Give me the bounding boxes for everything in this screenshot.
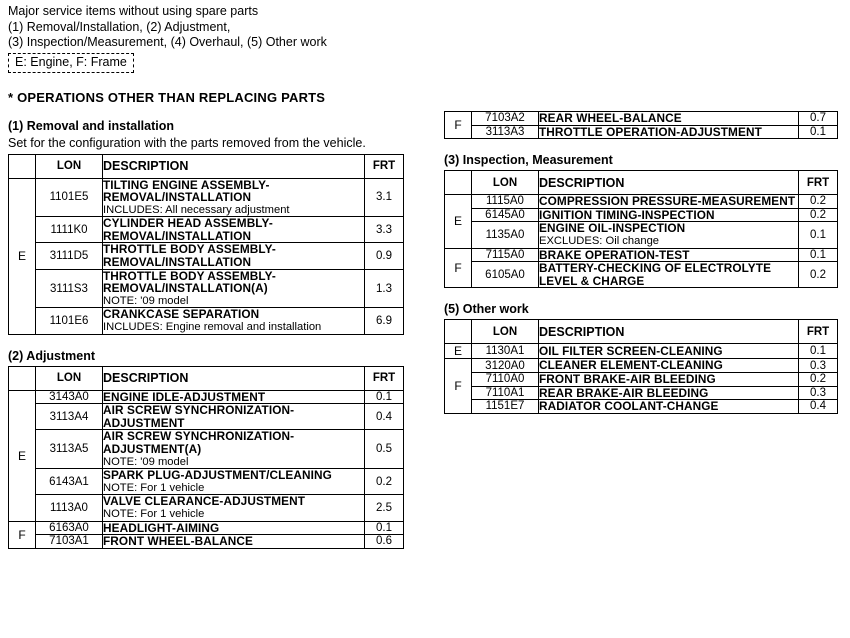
lon-cell: 3111S3 <box>36 269 103 308</box>
group-cell: F <box>9 521 36 548</box>
left-column <box>8 4 428 549</box>
description-main: THROTTLE BODY ASSEMBLY-REMOVAL/INSTALLATION(A) <box>103 268 276 296</box>
frt-cell: 0.2 <box>365 469 404 495</box>
table-row <box>445 386 838 400</box>
lon-cell: 1111K0 <box>36 217 103 243</box>
section-heading-inspection: (3) Inspection, Measurement <box>444 153 613 168</box>
lon-cell: 7110A0 <box>472 372 539 386</box>
lon-cell: 1151E7 <box>472 400 539 414</box>
table-row <box>445 195 838 209</box>
lon-cell: 1101E6 <box>36 308 103 334</box>
column-header-lon: LON <box>472 171 539 195</box>
lon-cell: 6105A0 <box>472 262 539 288</box>
lon-cell: 3143A0 <box>36 390 103 404</box>
description-main: COMPRESSION PRESSURE-MEASUREMENT <box>539 194 796 209</box>
description-main: BATTERY-CHECKING OF ELECTROLYTE LEVEL & CHARGE <box>539 261 772 288</box>
description-main: VALVE CLEARANCE-ADJUSTMENT <box>103 494 306 509</box>
column-header-group <box>445 171 472 195</box>
description-cell <box>539 222 799 248</box>
description-cell <box>103 521 365 535</box>
description-main: AIR SCREW SYNCHRONIZATION-ADJUSTMENT <box>103 403 295 430</box>
description-cell <box>539 125 799 139</box>
lon-cell: 3111D5 <box>36 243 103 269</box>
column-header-frt: FRT <box>365 366 404 390</box>
table-row <box>445 208 838 222</box>
table-body-other-work <box>445 344 838 413</box>
column-header-lon: LON <box>36 366 103 390</box>
table-row <box>9 469 404 495</box>
right-column <box>444 111 842 414</box>
description-cell <box>539 372 799 386</box>
description-note: NOTE: For 1 vehicle <box>103 481 205 494</box>
table-row <box>445 400 838 414</box>
table-row <box>9 269 404 308</box>
description-main: RADIATOR COOLANT-CHANGE <box>539 399 719 414</box>
frt-cell: 0.3 <box>799 359 838 373</box>
lon-cell: 1101E5 <box>36 178 103 217</box>
table-body-adjustment <box>9 390 404 548</box>
description-cell <box>103 217 365 243</box>
description-main: CRANKCASE SEPARATION <box>103 307 260 322</box>
column-header-frt: FRT <box>799 171 838 195</box>
description-note: INCLUDES: Engine removal and installation <box>103 321 322 334</box>
description-cell <box>539 208 799 222</box>
description-cell <box>103 430 365 469</box>
description-cell <box>103 535 365 549</box>
description-cell <box>539 400 799 414</box>
description-cell <box>539 344 799 359</box>
intro-line-3: (3) Inspection/Measurement, (4) Overhaul, (5) Other work <box>8 35 327 49</box>
intro-line-2: (1) Removal/Installation, (2) Adjustment, <box>8 19 231 34</box>
table-header-row <box>445 171 838 195</box>
lon-cell: 7110A1 <box>472 386 539 400</box>
table-row <box>445 112 838 126</box>
description-note: NOTE: '09 model <box>103 455 189 468</box>
frt-cell: 0.6 <box>365 535 404 549</box>
frt-cell: 2.5 <box>365 495 404 521</box>
column-header-group <box>9 154 36 178</box>
lon-cell: 1130A1 <box>472 344 539 359</box>
group-cell: F <box>445 112 472 139</box>
description-main: REAR BRAKE-AIR BLEEDING <box>539 385 709 400</box>
table-row <box>445 372 838 386</box>
description-main: HEADLIGHT-AIMING <box>103 520 220 535</box>
lon-cell: 3113A4 <box>36 404 103 430</box>
frt-cell: 0.1 <box>799 125 838 139</box>
group-cell: F <box>445 248 472 288</box>
frt-cell: 3.3 <box>365 217 404 243</box>
frt-cell: 0.2 <box>799 372 838 386</box>
description-cell <box>539 262 799 288</box>
table-row <box>9 243 404 269</box>
table-adjustment <box>8 366 404 549</box>
column-header-frt: FRT <box>365 154 404 178</box>
column-header-lon: LON <box>472 320 539 344</box>
table-row <box>9 308 404 334</box>
description-note: INCLUDES: All necessary adjustment <box>103 203 290 216</box>
description-main: THROTTLE BODY ASSEMBLY-REMOVAL/INSTALLATION <box>103 242 276 270</box>
description-main: CYLINDER HEAD ASSEMBLY-REMOVAL/INSTALLATION <box>103 216 273 243</box>
table-row <box>445 359 838 373</box>
table-row <box>9 178 404 217</box>
description-cell <box>103 243 365 269</box>
frt-cell: 0.4 <box>799 400 838 414</box>
description-note: EXCLUDES: Oil change <box>539 234 660 247</box>
description-cell <box>539 359 799 373</box>
lon-cell: 1135A0 <box>472 222 539 248</box>
lon-cell: 3113A5 <box>36 430 103 469</box>
lon-cell: 1113A0 <box>36 495 103 521</box>
description-main: CLEANER ELEMENT-CLEANING <box>539 358 723 373</box>
frt-cell: 0.1 <box>365 521 404 535</box>
column-header-description: DESCRIPTION <box>103 154 365 178</box>
description-cell <box>103 390 365 404</box>
lon-cell: 3113A3 <box>472 125 539 139</box>
description-main: AIR SCREW SYNCHRONIZATION-ADJUSTMENT(A) <box>103 429 295 456</box>
description-main: FRONT WHEEL-BALANCE <box>103 534 254 549</box>
frt-cell: 0.3 <box>799 386 838 400</box>
description-main: TILTING ENGINE ASSEMBLY-REMOVAL/INSTALLATION <box>103 177 270 205</box>
frt-cell: 0.1 <box>799 248 838 262</box>
lon-cell: 7103A2 <box>472 112 539 126</box>
frt-cell: 3.1 <box>365 178 404 217</box>
column-header-description: DESCRIPTION <box>539 171 799 195</box>
table-header-row <box>445 320 838 344</box>
table-row <box>445 248 838 262</box>
table-row <box>9 430 404 469</box>
table-inspection-measurement <box>444 170 838 288</box>
description-note: NOTE: For 1 vehicle <box>103 507 205 520</box>
section-heading-other-work: (5) Other work <box>444 302 529 317</box>
column-header-description: DESCRIPTION <box>539 320 799 344</box>
table-body-removal <box>9 178 404 334</box>
table-row <box>9 390 404 404</box>
frt-cell: 0.2 <box>799 195 838 209</box>
frt-cell: 0.7 <box>799 112 838 126</box>
description-main: BRAKE OPERATION-TEST <box>539 247 690 262</box>
table-body-inspection <box>445 195 838 288</box>
lon-cell: 3120A0 <box>472 359 539 373</box>
description-cell <box>539 195 799 209</box>
frt-cell: 0.2 <box>799 208 838 222</box>
description-main: REAR WHEEL-BALANCE <box>539 111 682 125</box>
frt-cell: 6.9 <box>365 308 404 334</box>
frt-cell: 0.9 <box>365 243 404 269</box>
lon-cell: 6143A1 <box>36 469 103 495</box>
description-cell <box>103 308 365 334</box>
description-note: NOTE: '09 model <box>103 294 189 307</box>
frt-cell: 0.5 <box>365 430 404 469</box>
table-other-work <box>444 319 838 413</box>
group-cell: E <box>445 344 472 359</box>
operations-heading: * OPERATIONS OTHER THAN REPLACING PARTS <box>8 89 326 105</box>
group-cell: E <box>9 390 36 521</box>
description-main: IGNITION TIMING-INSPECTION <box>539 207 715 222</box>
section-subheading-removal: Set for the configuration with the parts removed from the vehicle. <box>8 135 366 150</box>
column-header-frt: FRT <box>799 320 838 344</box>
table-row <box>445 344 838 359</box>
lon-cell: 6145A0 <box>472 208 539 222</box>
description-cell <box>539 248 799 262</box>
table-row <box>445 262 838 288</box>
table-header-row <box>9 366 404 390</box>
description-cell <box>103 469 365 495</box>
table-row <box>9 217 404 243</box>
lon-cell: 1115A0 <box>472 195 539 209</box>
column-header-group <box>9 366 36 390</box>
description-cell <box>539 112 799 126</box>
table-row <box>9 404 404 430</box>
table-row <box>445 125 838 139</box>
table-row <box>9 495 404 521</box>
column-header-lon: LON <box>36 154 103 178</box>
table-removal-installation <box>8 154 404 335</box>
frt-cell: 0.1 <box>799 344 838 359</box>
legend-box: E: Engine, F: Frame <box>8 53 134 73</box>
group-cell: E <box>445 195 472 248</box>
table-adjustment-continued <box>444 111 838 139</box>
table-row <box>9 535 404 549</box>
intro-line-1: Major service items without using spare parts <box>8 4 259 18</box>
frt-cell: 0.4 <box>365 404 404 430</box>
description-cell <box>103 269 365 308</box>
intro-text-block <box>8 4 428 51</box>
column-header-description: DESCRIPTION <box>103 366 365 390</box>
frt-cell: 1.3 <box>365 269 404 308</box>
frt-cell: 0.1 <box>365 390 404 404</box>
lon-cell: 7103A1 <box>36 535 103 549</box>
description-main: FRONT BRAKE-AIR BLEEDING <box>539 371 716 386</box>
table-body-adjustment-continued <box>445 112 838 139</box>
lon-cell: 6163A0 <box>36 521 103 535</box>
description-main: SPARK PLUG-ADJUSTMENT/CLEANING <box>103 468 332 483</box>
section-heading-removal: (1) Removal and installation <box>8 118 175 133</box>
description-cell <box>103 404 365 430</box>
description-cell <box>103 495 365 521</box>
frt-cell: 0.2 <box>799 262 838 288</box>
description-main: THROTTLE OPERATION-ADJUSTMENT <box>539 124 762 139</box>
table-row <box>9 521 404 535</box>
section-heading-adjustment: (2) Adjustment <box>8 348 96 363</box>
description-main: ENGINE IDLE-ADJUSTMENT <box>103 389 266 404</box>
lon-cell: 7115A0 <box>472 248 539 262</box>
description-cell <box>103 178 365 217</box>
group-cell: F <box>445 359 472 413</box>
column-header-group <box>445 320 472 344</box>
description-cell <box>539 386 799 400</box>
table-header-row <box>9 154 404 178</box>
description-main: OIL FILTER SCREEN-CLEANING <box>539 344 723 359</box>
group-cell: E <box>9 178 36 334</box>
table-row <box>445 222 838 248</box>
frt-cell: 0.1 <box>799 222 838 248</box>
description-main: ENGINE OIL-INSPECTION <box>539 221 686 236</box>
